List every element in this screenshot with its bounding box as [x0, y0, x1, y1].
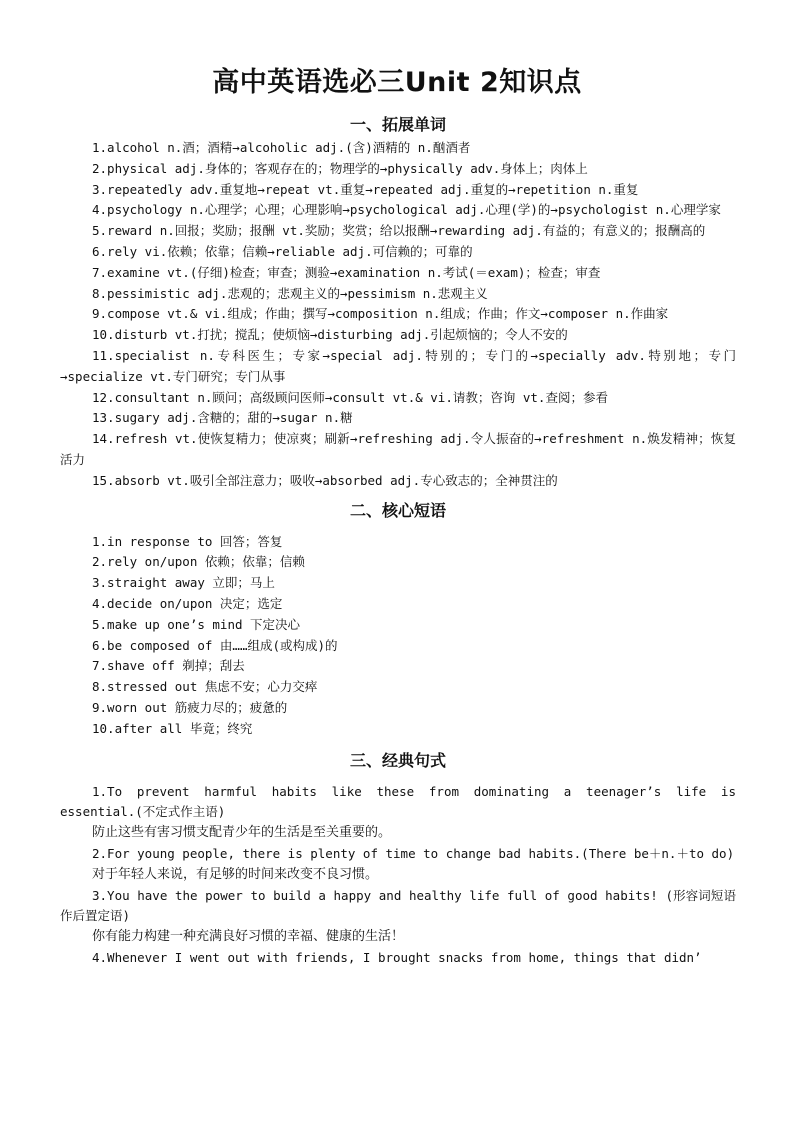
list-item: 15.absorb vt.吸引全部注意力；吸收→absorbed adj.专心致志的；全神贯注的 — [92, 472, 558, 488]
list-item: 10.after all 毕竟；终究 — [92, 720, 253, 736]
list-item: 13.sugary adj.含糖的；甜的→sugar n.糖 — [92, 410, 353, 426]
list-item: 3.straight away 立即；马上 — [92, 575, 275, 591]
list-item: 3.repeatedly adv.重复地→repeat vt.重复→repeated adj.重复的→repetition n.重复 — [92, 181, 639, 197]
list-item: 8.stressed out 焦虑不安；心力交瘁 — [92, 679, 318, 695]
list-item: 12.consultant n.顾问；高级顾问医师→consult vt.& vi.请教；咨询 vt.查阅；参看 — [92, 389, 608, 405]
list-item: 6.be composed of 由……组成(或构成)的 — [92, 637, 338, 653]
list-item: 4.psychology n.心理学；心理；心理影响→psychological adj.心理(学)的→psychologist n.心理学家 — [92, 202, 721, 218]
sentence-translation: 防止这些有害习惯支配青少年的生活是至关重要的。 — [92, 825, 392, 841]
section-heading: 一、拓展单词 — [349, 115, 446, 134]
list-item: 5.make up one’s mind 下定决心 — [92, 616, 301, 632]
spacer — [60, 774, 736, 782]
list-item: 6.rely vi.依赖；依靠；信赖→reliable adj.可信赖的；可靠的 — [92, 243, 473, 259]
sentence-item: 4.Whenever I went out with friends, I brought snacks from home, things that didn’ — [92, 949, 702, 965]
list-item: 7.shave off 剃掉；刮去 — [92, 658, 245, 674]
list-item: 2.rely on/upon 依赖；依靠；信赖 — [92, 554, 305, 570]
list-item: 11.specialist n.专科医生；专家→special adj.特别的；专门的→specially adv.特别地；专门→specialize vt.专门研究；专门从事 — [60, 347, 736, 384]
section-vocabulary — [60, 112, 736, 492]
sentence-translation: 你有能力构建一种充满良好习惯的幸福、健康的生活！ — [92, 929, 405, 945]
section-heading: 三、经典句式 — [349, 750, 446, 770]
list-item: 1.alcohol n.酒；酒精→alcoholic adj.(含)酒精的 n.酗酒者 — [92, 140, 471, 155]
list-item: 2.physical adj.身体的；客观存在的；物理学的→physically adv.身体上；肉体上 — [92, 160, 588, 176]
page-title: 高中英语选必三Unit 2知识点 — [212, 67, 582, 98]
sentence-item: 3.You have the power to build a happy and healthy life full of good habits! (形容词短语作后置定语) — [60, 887, 736, 924]
spacer — [60, 524, 736, 532]
list-item: 8.pessimistic adj.悲观的；悲观主义的→pessimism n.悲观主义 — [92, 285, 488, 301]
list-item: 4.decide on/upon 决定；选定 — [92, 595, 283, 611]
list-item: 7.examine vt.(仔细)检查；审查；测验→examination n.考试(＝exam)；检查；审查 — [92, 264, 601, 280]
sentence-item: 2.For young people, there is plenty of time to change bad habits.(There be＋n.＋to do) — [92, 845, 735, 861]
list-item: 14.refresh vt.使恢复精力；使凉爽；刷新→refreshing adj.令人振奋的→refreshment n.焕发精神；恢复活力 — [60, 431, 736, 467]
list-item: 9.worn out 筋疲力尽的；疲惫的 — [92, 699, 288, 715]
list-item: 1.in response to 回答；答复 — [92, 533, 283, 549]
section-heading: 二、核心短语 — [349, 500, 446, 520]
document-body — [60, 112, 736, 969]
section-phrases — [60, 498, 736, 740]
list-item: 10.disturb vt.打扰；搅乱；使烦恼→disturbing adj.引起烦恼的；令人不安的 — [92, 327, 568, 343]
list-item: 5.reward n.回报；奖励；报酬 vt.奖励；奖赏；给以报酬→rewarding adj.有益的；有意义的；报酬高的 — [92, 223, 706, 239]
sentence-translation: 对于年轻人来说，有足够的时间来改变不良习惯。 — [92, 866, 379, 882]
spacer — [60, 740, 736, 748]
section-sentences — [60, 748, 736, 969]
sentence-item: 1.To prevent harmful habits like these from dominating a teenager’s life is essential.(不定式作主语) — [60, 783, 736, 820]
list-item: 9.compose vt.& vi.组成；作曲；撰写→composition n.组成；作曲；作文→composer n.作曲家 — [92, 306, 669, 322]
